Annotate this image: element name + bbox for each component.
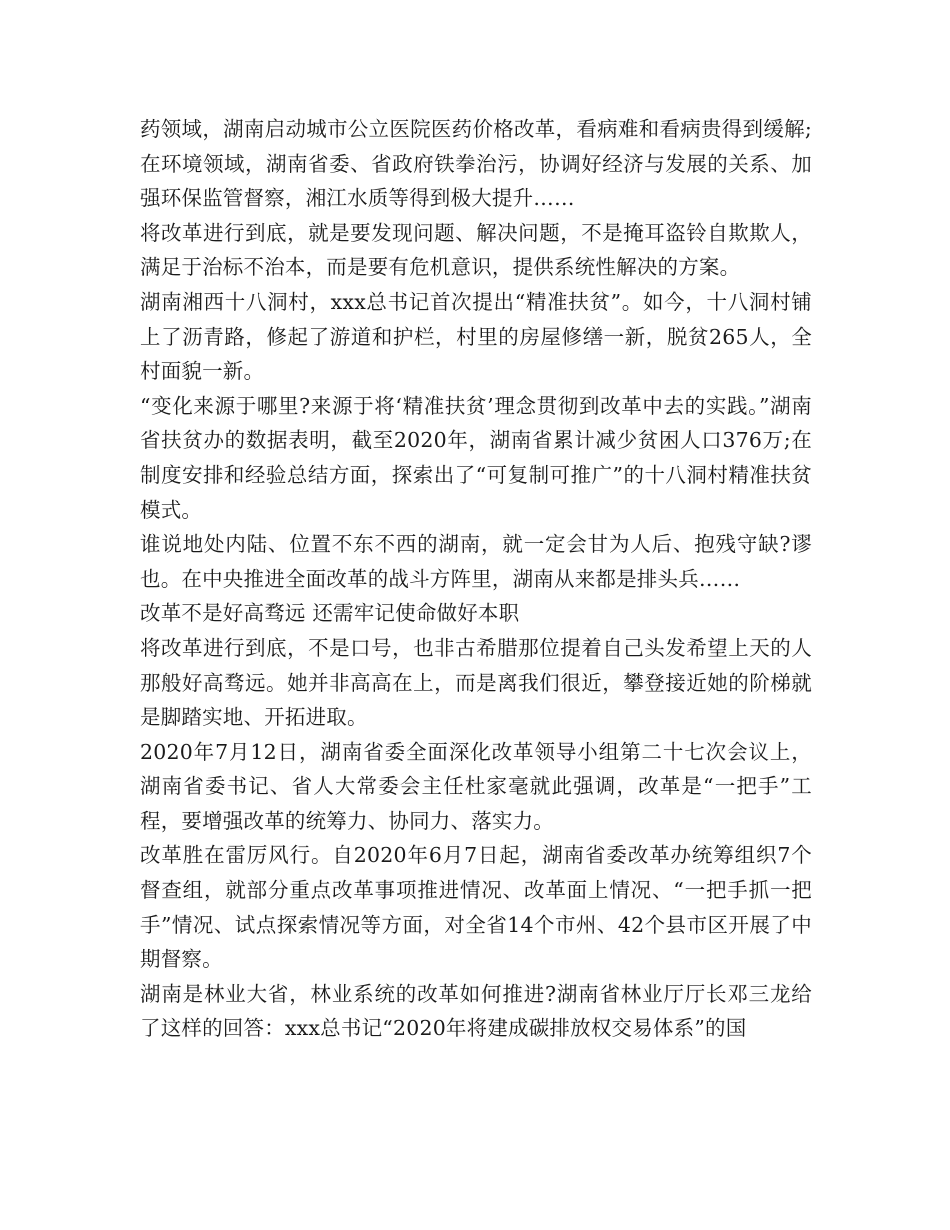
- paragraph-3: 湖南湘西十八洞村，xxx总书记首次提出“精准扶贫”。如今，十八洞村铺上了沥青路，修起了游道和护栏，村里的房屋修缮一新，脱贫265人，全村面貌一新。: [140, 289, 812, 384]
- paragraph-9: 改革胜在雷厉风行。自2020年6月7日起，湖南省委改革办统筹组织7个督查组，就部分重点改革事项推进情况、改革面上情况、“一把手抓一把手”情况、试点探索情况等方面，对全省14个市州、42个县市区开展了中期督察。: [140, 843, 812, 972]
- section-heading: 改革不是好高骛远 还需牢记使命做好本职: [140, 601, 520, 626]
- paragraph-2: 将改革进行到底，就是要发现问题、解决问题，不是掩耳盗铃自欺欺人，满足于治标不治本，而是要有危机意识，提供系统性解决的方案。: [140, 220, 812, 280]
- paragraph-1: 药领域，湖南启动城市公立医院医药价格改革，看病难和看病贵得到缓解;在环境领域，湖南省委、省政府铁拳治污，协调好经济与发展的关系、加强环保监管督察，湘江水质等得到极大提升……: [140, 117, 812, 211]
- paragraph-5: 谁说地处内陆、位置不东不西的湖南，就一定会甘为人后、抱残守缺?谬也。在中央推进全面改革的战斗方阵里，湖南从来都是排头兵……: [140, 532, 812, 591]
- paragraph-10: 湖南是林业大省，林业系统的改革如何推进?湖南省林业厅厅长邓三龙给了这样的回答：xxx总书记“2020年将建成碳排放权交易体系”的国: [140, 981, 812, 1041]
- paragraph-7: 将改革进行到底，不是口号，也非古希腊那位提着自己头发希望上天的人那般好高骛远。她并非高高在上，而是离我们很近，攀登接近她的阶梯就是脚踏实地、开拓进取。: [140, 635, 812, 730]
- paragraph-8: 2020年7月12日，湖南省委全面深化改革领导小组第二十七次会议上，湖南省委书记、省人大常委会主任杜家毫就此强调，改革是“一把手”工程，要增强改革的统筹力、协同力、落实力。: [140, 739, 812, 833]
- document-body: [140, 112, 812, 1046]
- paragraph-4: “变化来源于哪里?来源于将‘精准扶贫’理念贯彻到改革中去的实践。”湖南省扶贫办的数据表明，截至2020年，湖南省累计减少贫困人口376万;在制度安排和经验总结方面，探索出了“可复制可推广”的十八洞村精准扶贫模式。: [140, 393, 812, 522]
